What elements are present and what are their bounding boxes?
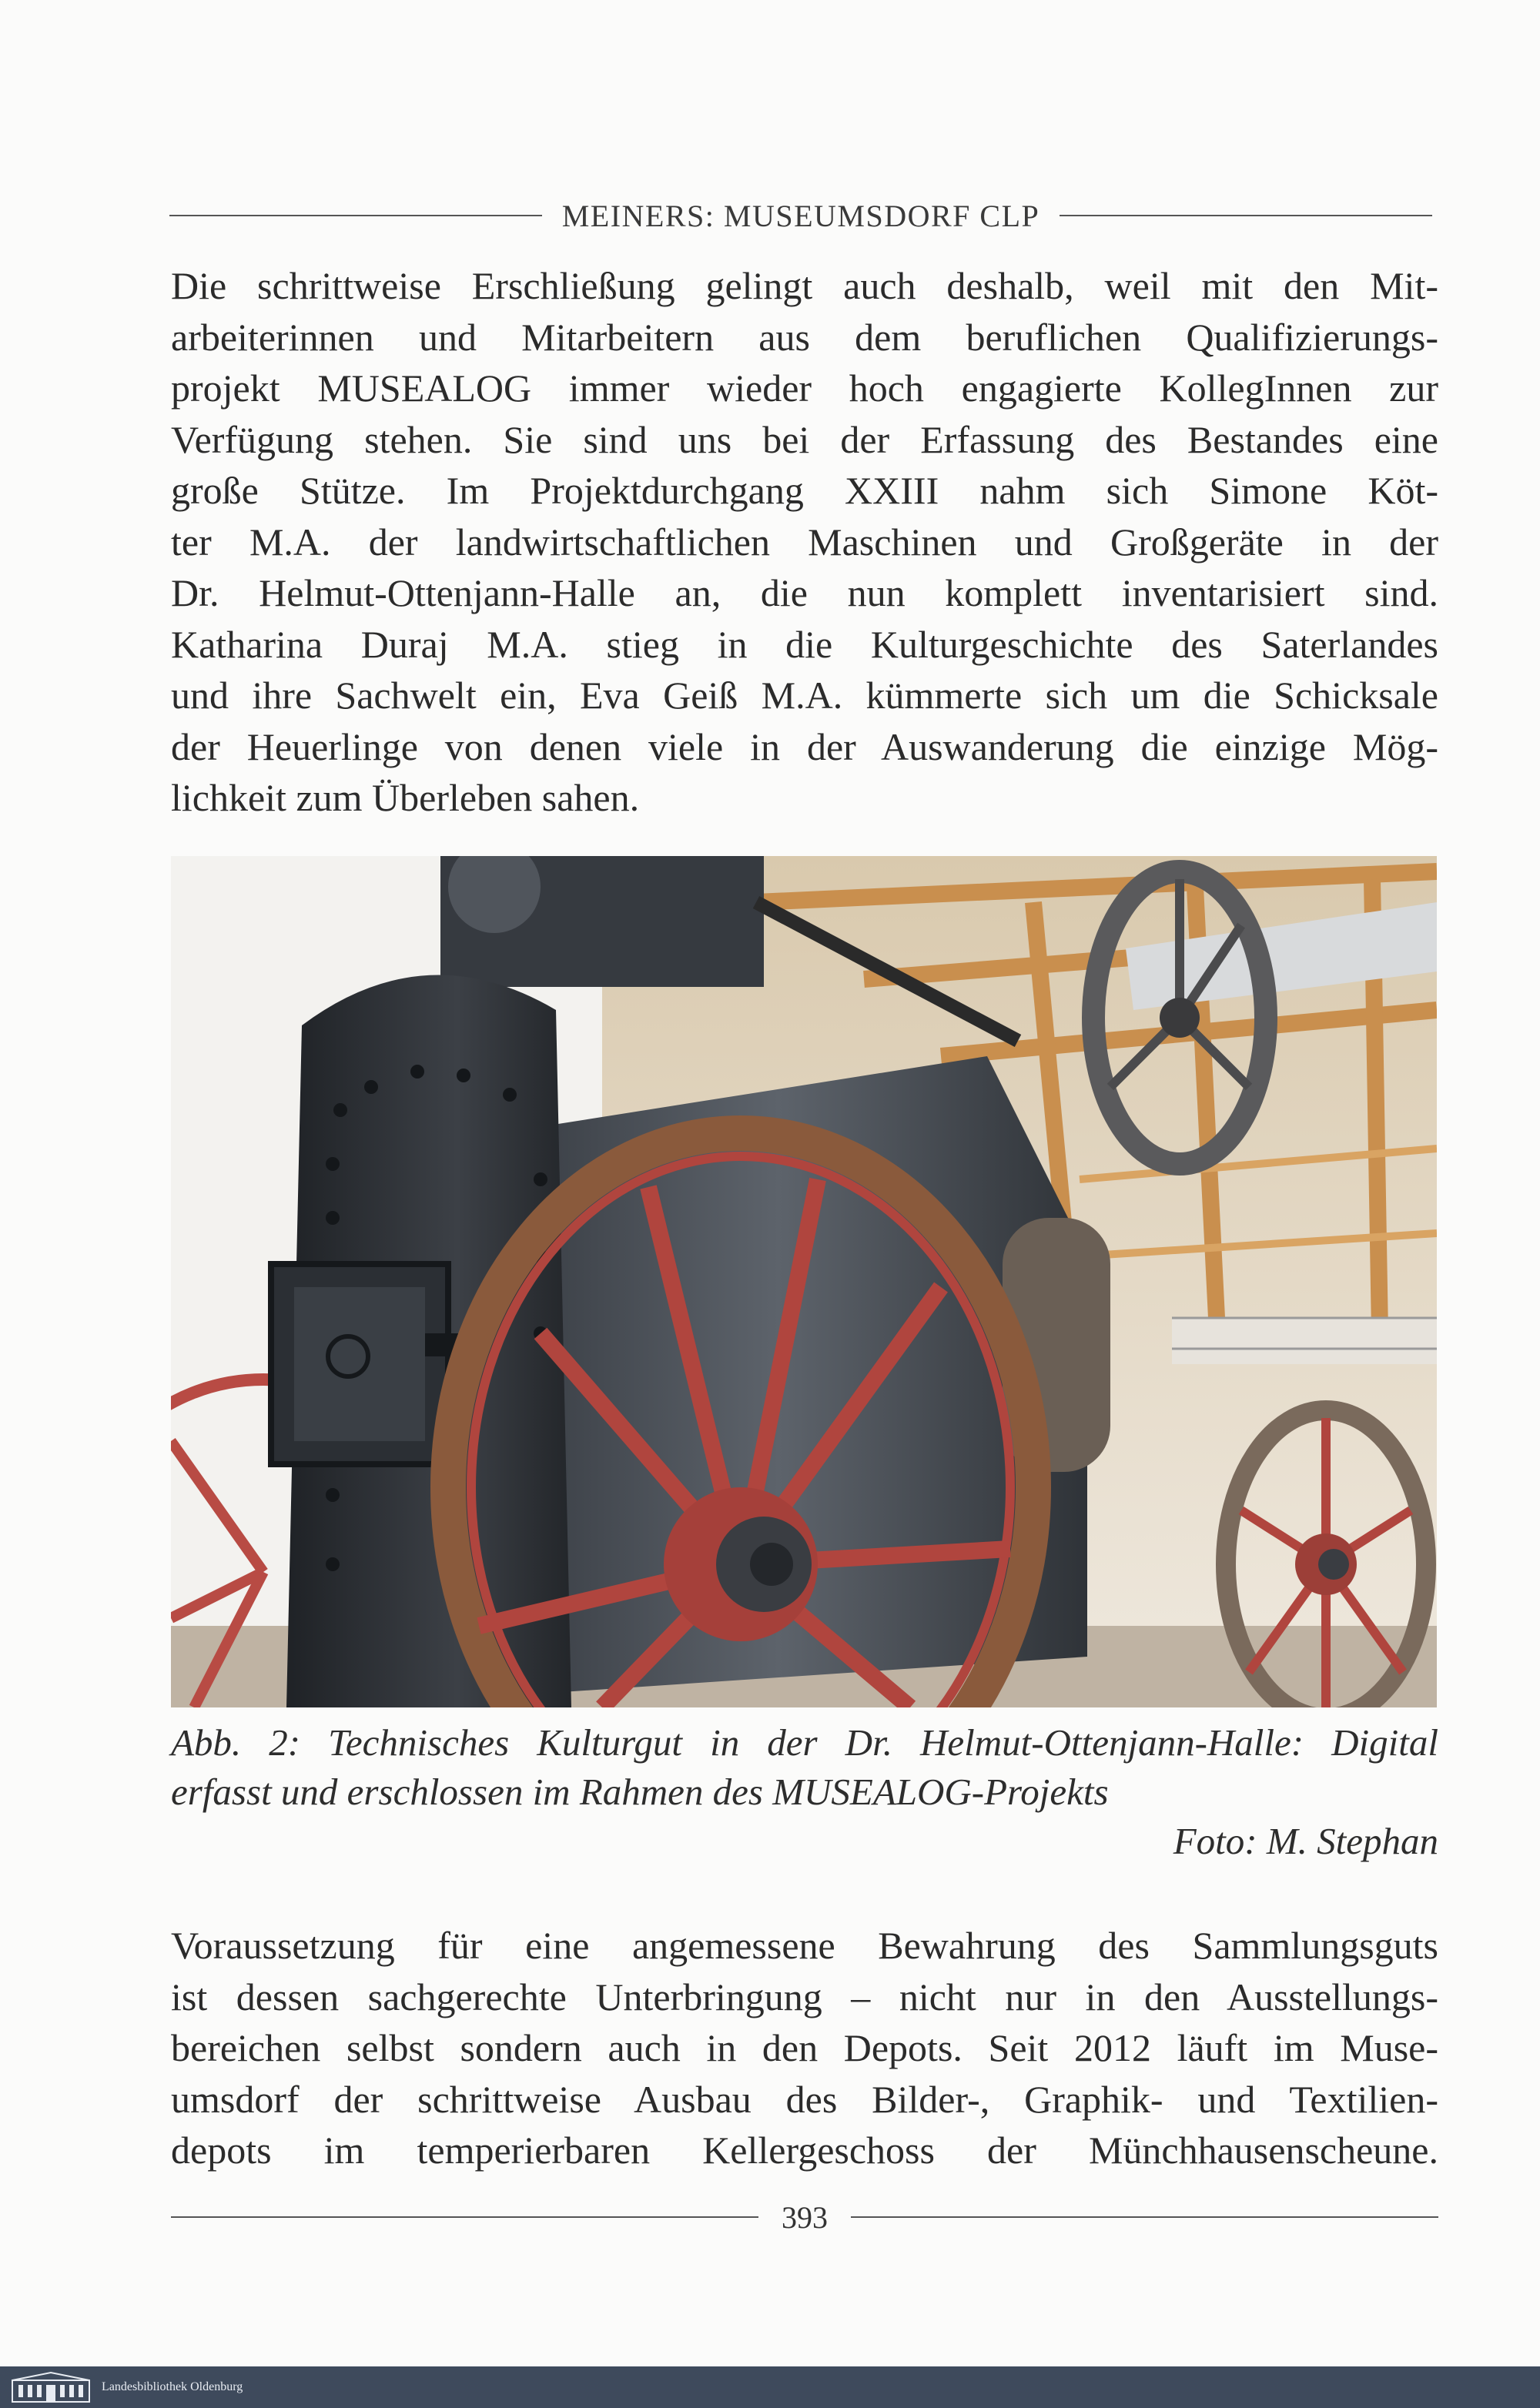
text-line: große Stütze. Im Projektdurchgang XXIII nahm sich Simone Köt-	[171, 469, 1438, 512]
header-rule-right	[1060, 215, 1432, 216]
library-footer-bar	[0, 2366, 1540, 2408]
text-line: Voraussetzung für eine angemessene Bewahrung des Sammlungsguts	[171, 1924, 1438, 1967]
library-name: Landesbibliothek Oldenburg	[102, 2380, 243, 2393]
body-paragraph-1	[171, 260, 1438, 824]
caption-line: Abb. 2: Technisches Kulturgut in der Dr. Helmut-Ottenjann-Halle: Digital	[171, 1721, 1438, 1764]
text-line: Die schrittweise Erschließung gelingt auch deshalb, weil mit den Mit-	[171, 264, 1438, 307]
text-line: ter M.A. der landwirtschaftlichen Maschinen und Großgeräte in der	[171, 520, 1438, 564]
photo-credit: Foto: M. Stephan	[1173, 1820, 1438, 1862]
page-footer	[171, 2194, 1438, 2240]
text-line: depots im temperierbaren Kellergeschoss der Münchhausenscheune.	[171, 2129, 1438, 2172]
running-head	[169, 192, 1432, 239]
library-building-icon	[11, 2371, 91, 2403]
body-paragraph-2	[171, 1920, 1438, 2176]
header-rule-left	[169, 215, 542, 216]
text-line: umsdorf der schrittweise Ausbau des Bilder-, Graphik- und Textilien-	[171, 2077, 1438, 2121]
caption-line: erfasst und erschlossen im Rahmen des MUSEALOG-Projekts	[171, 1771, 1109, 1813]
text-line: der Heuerlinge von denen viele in der Auswanderung die einzige Mög-	[171, 724, 1438, 768]
text-line: ist dessen sachgerechte Unterbringung – nicht nur in den Ausstellungs-	[171, 1975, 1438, 2018]
text-line: projekt MUSEALOG immer wieder hoch engagierte KollegInnen zur	[171, 366, 1438, 410]
running-title: MEINERS: MUSEUMSDORF CLP	[561, 198, 1040, 233]
text-line: arbeiterinnen und Mitarbeitern aus dem beruflichen Qualifizierungs-	[171, 315, 1438, 359]
text-line: lichkeit zum Überleben sahen.	[171, 776, 640, 819]
figure-photo-steam-engine	[171, 856, 1437, 1707]
steam-engine-illustration	[171, 856, 1437, 1707]
text-line: Verfügung stehen. Sie sind uns bei der Erfassung des Bestandes eine	[171, 417, 1438, 461]
text-line: Dr. Helmut-Ottenjann-Halle an, die nun komplett inventarisiert sind.	[171, 571, 1438, 614]
text-line: und ihre Sachwelt ein, Eva Geiß M.A. kümmerte sich um die Schicksale	[171, 674, 1438, 717]
page-number: 393	[782, 2199, 828, 2235]
text-line: Katharina Duraj M.A. stieg in die Kulturgeschichte des Saterlandes	[171, 622, 1438, 666]
figure-caption	[171, 1718, 1438, 1866]
text-line: bereichen selbst sondern auch in den Depots. Seit 2012 läuft im Muse-	[171, 2026, 1438, 2069]
footer-rule-left	[171, 2216, 758, 2218]
footer-rule-right	[851, 2216, 1438, 2218]
